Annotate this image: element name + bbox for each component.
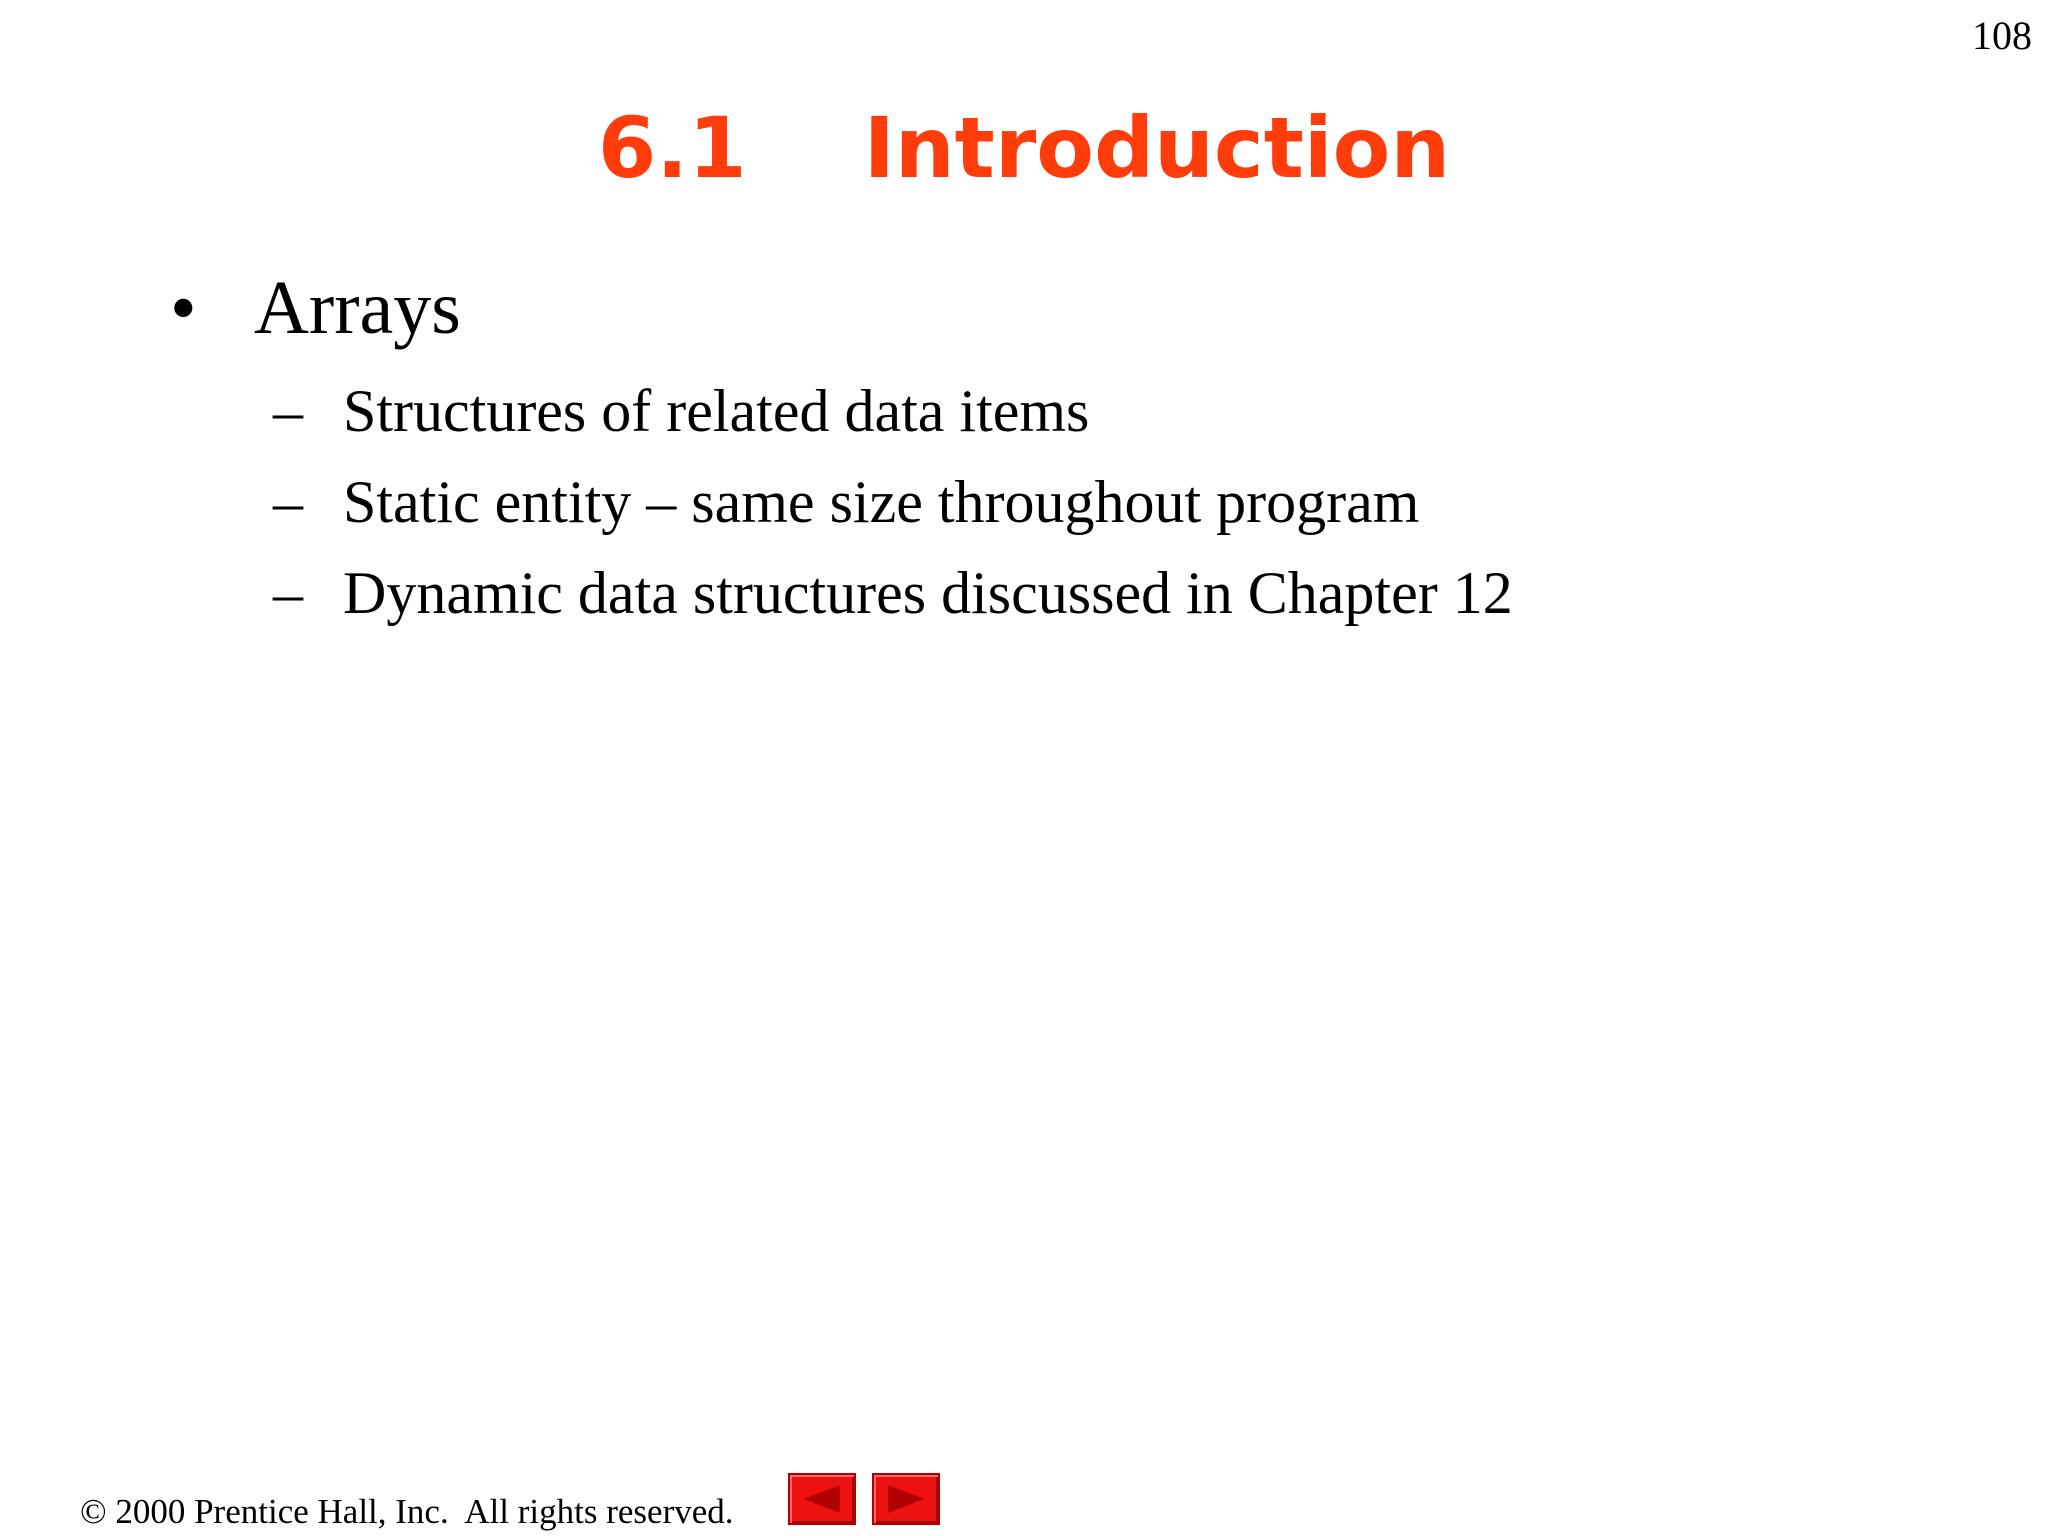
sub-bullet-marker: – (273, 560, 303, 626)
sub-bullet-text: Dynamic data structures discussed in Chapter 12 (343, 560, 1513, 626)
bullet-marker: • (170, 266, 197, 350)
bullet-item (170, 262, 1513, 639)
sub-bullet-item (170, 366, 1513, 457)
next-slide-button[interactable] (872, 1473, 940, 1525)
slide-navigation (788, 1473, 940, 1525)
copyright-notice: © 2000 Prentice Hall, Inc. All rights reserved. (80, 1492, 734, 1531)
page-number: 108 (1972, 13, 2032, 58)
sub-bullet-text: Static entity – same size throughout program (343, 469, 1420, 535)
arrow-left-icon (800, 1483, 844, 1515)
sub-bullet-text: Structures of related data items (343, 378, 1090, 444)
sub-bullet-item (170, 457, 1513, 548)
slide-title: 6.1 Introduction (597, 99, 1451, 197)
sub-bullet-marker: – (273, 378, 303, 444)
arrow-right-icon (884, 1483, 928, 1515)
bullet-list (170, 262, 1513, 639)
bullet-text: Arrays (254, 266, 461, 350)
previous-slide-button[interactable] (788, 1473, 856, 1525)
sub-bullet-list (254, 366, 1513, 639)
sub-bullet-marker: – (273, 469, 303, 535)
sub-bullet-item (170, 548, 1513, 639)
